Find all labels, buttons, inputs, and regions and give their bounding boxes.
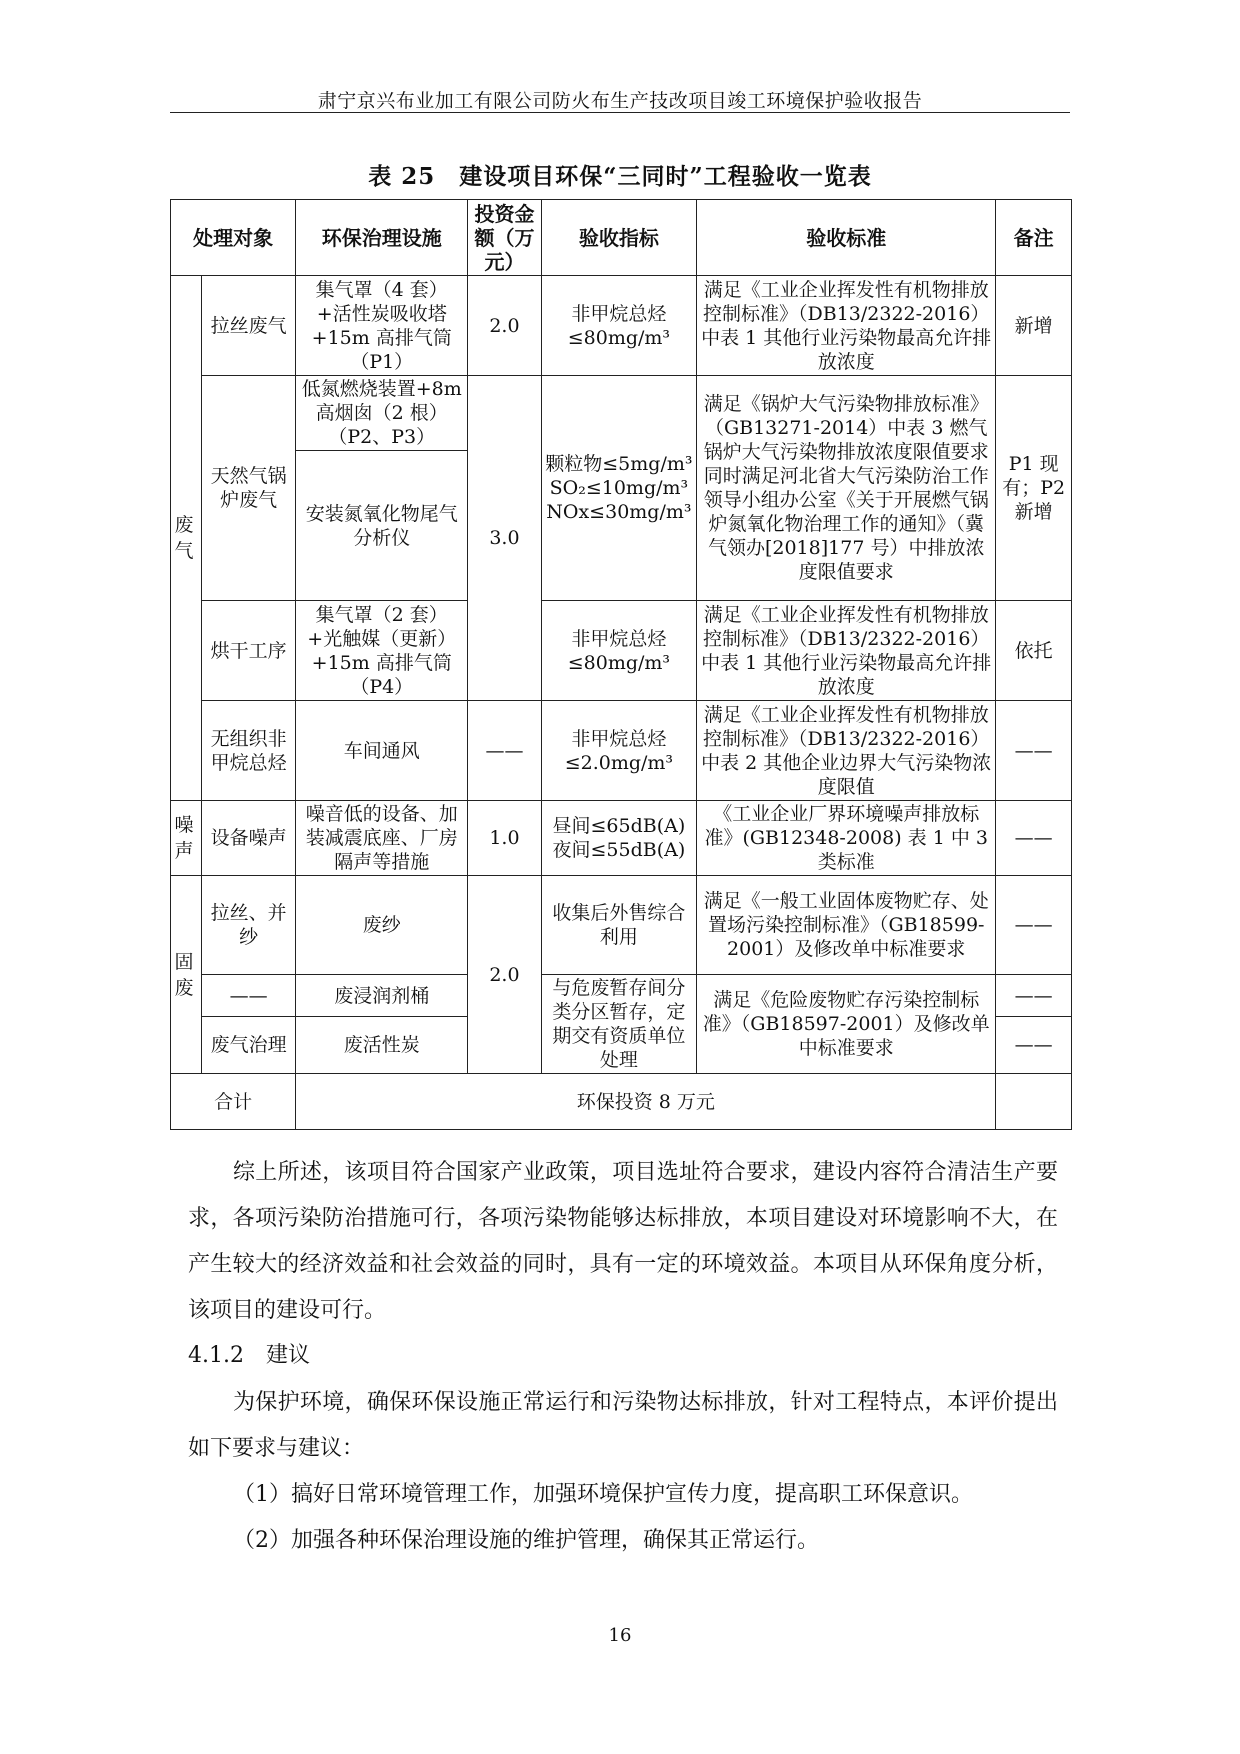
table-row: [171, 276, 1072, 376]
cell-standard: 满足《锅炉大气污染物排放标准》（GB13271-2014）中表 3 燃气锅炉大气污染物排放浓度限值要求同时满足河北省大气污染防治工作领导小组办公室《关于开展燃气锅炉氮氧化物治理工作的通知》（冀气领办[2018]177 号）中排放浓度限值要求: [697, 376, 996, 601]
total-remark-empty: [996, 1074, 1072, 1130]
header-rule: [170, 112, 1070, 113]
cell-investment: 2.0: [468, 276, 542, 376]
cell-object: 烘干工序: [202, 601, 296, 701]
acceptance-table: [170, 199, 1072, 1130]
cell-facility: 安装氮氧化物尾气分析仪: [296, 451, 468, 601]
group-label-gas: 废气: [171, 276, 202, 801]
table-row: [171, 876, 1072, 975]
cell-remark: ——: [996, 876, 1072, 975]
suggestion-intro: 为保护环境，确保环保设施正常运行和污染物达标排放，针对工程特点，本评价提出如下要求与建议：: [188, 1390, 1058, 1461]
header-remark: 备注: [996, 200, 1072, 276]
group-label-noise: 噪声: [171, 801, 202, 876]
cell-indicator: 非甲烷总烃≤80mg/m³: [541, 601, 696, 701]
table-caption: 表 25 建设项目环保“三同时”工程验收一览表: [368, 163, 872, 190]
cell-indicator: 非甲烷总烃≤2.0mg/m³: [541, 701, 696, 801]
header-facility: 环保治理设施: [296, 200, 468, 276]
cell-remark: P1 现有；P2 新增: [996, 376, 1072, 601]
total-label: 合计: [171, 1074, 296, 1130]
cell-facility: 集气罩（2 套）+光触媒（更新）+15m 高排气筒（P4）: [296, 601, 468, 701]
cell-remark: ——: [996, 1017, 1072, 1074]
table-row: [171, 801, 1072, 876]
cell-facility: 噪音低的设备、加装减震底座、厂房隔声等措施: [296, 801, 468, 876]
cell-standard: 《工业企业厂界环境噪声排放标准》(GB12348-2008) 表 1 中 3 类标准: [697, 801, 996, 876]
cell-object: 拉丝、并纱: [202, 876, 296, 975]
page-number: 16: [608, 1625, 632, 1646]
header-object: 处理对象: [171, 200, 296, 276]
section-heading: 4.1.2 建议: [188, 1343, 310, 1368]
cell-standard: 满足《一般工业固体废物贮存、处置场污染控制标准》（GB18599-2001）及修改单中标准要求: [697, 876, 996, 975]
total-value: 环保投资 8 万元: [296, 1074, 996, 1130]
cell-object: 无组织非甲烷总烃: [202, 701, 296, 801]
cell-standard: 满足《工业企业挥发性有机物排放控制标准》（DB13/2322-2016）中表 1 其他行业污染物最高允许排放浓度: [697, 276, 996, 376]
cell-facility: 车间通风: [296, 701, 468, 801]
table-row: [171, 376, 1072, 451]
cell-facility: 废浸润剂桶: [296, 975, 468, 1017]
suggestion-item-2: （2）加强各种环保治理设施的维护管理，确保其正常运行。: [233, 1528, 819, 1553]
table-total-row: [171, 1074, 1072, 1130]
cell-remark: 新增: [996, 276, 1072, 376]
running-header: 肃宁京兴布业加工有限公司防火布生产技改项目竣工环境保护验收报告: [317, 90, 923, 112]
cell-facility: 集气罩（4 套）+活性炭吸收塔+15m 高排气筒（P1）: [296, 276, 468, 376]
cell-standard: 满足《工业企业挥发性有机物排放控制标准》（DB13/2322-2016）中表 2 其他企业边界大气污染物浓度限值: [697, 701, 996, 801]
cell-object: ——: [202, 975, 296, 1017]
cell-indicator: 昼间≤65dB(A) 夜间≤55dB(A): [541, 801, 696, 876]
cell-investment: 3.0: [468, 376, 542, 701]
table-row: [171, 601, 1072, 701]
cell-investment: ——: [468, 701, 542, 801]
table-header-row: [171, 200, 1072, 276]
group-label-solid: 固废: [171, 876, 202, 1074]
cell-investment: 1.0: [468, 801, 542, 876]
cell-indicator: 与危废暂存间分类分区暂存，定期交有资质单位处理: [541, 975, 696, 1074]
cell-facility: 废纱: [296, 876, 468, 975]
cell-remark: 依托: [996, 601, 1072, 701]
suggestion-item-1: （1）搞好日常环境管理工作，加强环境保护宣传力度，提高职工环保意识。: [233, 1482, 973, 1507]
cell-standard: 满足《危险废物贮存污染控制标准》（GB18597-2001）及修改单中标准要求: [697, 975, 996, 1074]
cell-indicator: 收集后外售综合利用: [541, 876, 696, 975]
cell-object: 废气治理: [202, 1017, 296, 1074]
cell-remark: ——: [996, 701, 1072, 801]
cell-object: 设备噪声: [202, 801, 296, 876]
cell-indicator: 非甲烷总烃≤80mg/m³: [541, 276, 696, 376]
header-investment: 投资金额（万元）: [468, 200, 542, 276]
cell-standard: 满足《工业企业挥发性有机物排放控制标准》（DB13/2322-2016）中表 1 其他行业污染物最高允许排放浓度: [697, 601, 996, 701]
cell-object: 天然气锅炉废气: [202, 376, 296, 601]
cell-object: 拉丝废气: [202, 276, 296, 376]
table-row: [171, 701, 1072, 801]
cell-investment: 2.0: [468, 876, 542, 1074]
cell-facility: 废活性炭: [296, 1017, 468, 1074]
header-indicator: 验收指标: [541, 200, 696, 276]
cell-facility: 低氮燃烧装置+8m 高烟囱（2 根）（P2、P3）: [296, 376, 468, 451]
table-row: [171, 975, 1072, 1017]
cell-remark: ——: [996, 975, 1072, 1017]
cell-remark: ——: [996, 801, 1072, 876]
summary-paragraph: 综上所述，该项目符合国家产业政策，项目选址符合要求，建设内容符合清洁生产要求，各项污染防治措施可行，各项污染物能够达标排放，本项目建设对环境影响不大，在产生较大的经济效益和社会效益的同时，具有一定的环境效益。本项目从环保角度分析，该项目的建设可行。: [188, 1160, 1058, 1323]
header-standard: 验收标准: [697, 200, 996, 276]
cell-indicator: 颗粒物≤5mg/m³ SO₂≤10mg/m³ NOx≤30mg/m³: [541, 376, 696, 601]
